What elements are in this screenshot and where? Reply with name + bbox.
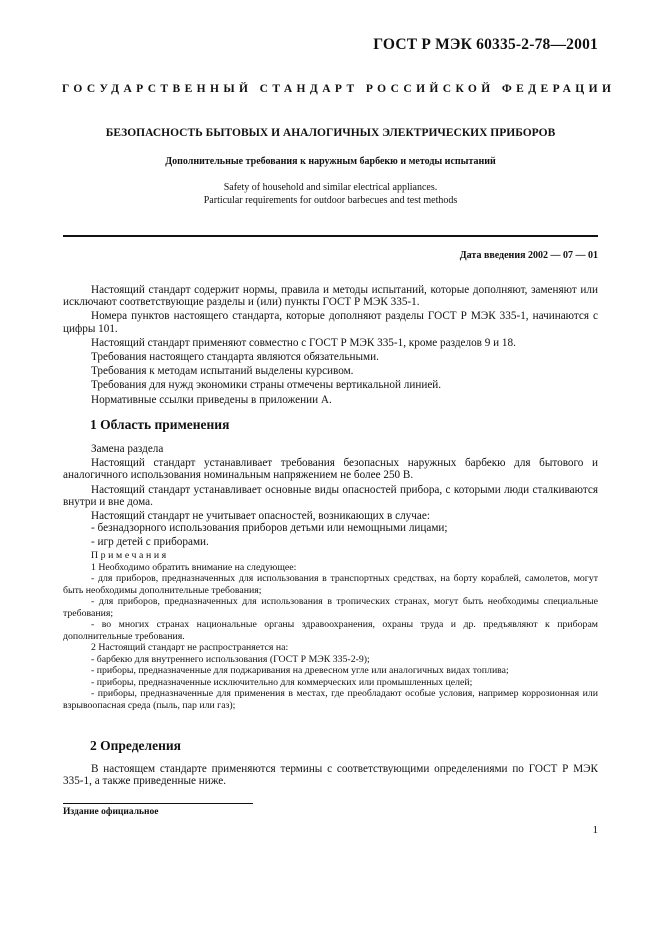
section-1-body (63, 443, 598, 549)
header-rule (63, 235, 598, 237)
note-item: - для приборов, предназначенных для использования в транспортных средствах, на борту кораблей, самолетов, могут быть необходимы дополнительные требования; (63, 573, 598, 596)
note-item: 1 Необходимо обратить внимание на следующее: (91, 561, 297, 573)
edition-label: Издание официальное (63, 807, 159, 817)
section-2-heading: 2 Определения (90, 738, 181, 753)
note-item: 2 Настоящий стандарт не распространяется на: (91, 642, 289, 653)
note-item: - барбекю для внутреннего использования (ГОСТ Р МЭК 335-2-9); (91, 653, 370, 665)
intro-paragraph: Требования настоящего стандарта являются обязательными. (91, 351, 379, 364)
section-paragraph: Настоящий стандарт не учитывает опасностей, возникающих в случае: (91, 510, 430, 523)
issuer-line: ГОСУДАРСТВЕННЫЙ СТАНДАРТ РОССИЙСКОЙ ФЕДЕРАЦИИ (62, 83, 616, 95)
intro-paragraph: Требования для нужд экономики страны отмечены вертикальной линией. (91, 379, 442, 392)
english-title (62, 181, 599, 207)
note-item: - приборы, предназначенные для применения в местах, где преобладают особые условия, например коррозионная или взрывоопасная среда (пыль, пар или газ); (63, 688, 598, 711)
document-subtitle: Дополнительные требования к наружным барбекю и методы испытаний (165, 156, 496, 167)
document-title: БЕЗОПАСНОСТЬ БЫТОВЫХ И АНАЛОГИЧНЫХ ЭЛЕКТРИЧЕСКИХ ПРИБОРОВ (105, 127, 556, 139)
intro-block (63, 284, 598, 406)
intro-paragraph: Нормативные ссылки приведены в приложении А. (91, 393, 332, 406)
note-item: - приборы, предназначенные для поджаривания на древесном угле или аналогичных видах топлива; (91, 665, 509, 676)
notes-block (63, 550, 598, 711)
notes-heading: Примечания (91, 550, 169, 561)
intro-paragraph: Настоящий стандарт содержит нормы, правила и методы испытаний, которые дополняют, заменяют или исключают соответствующие разделы и (или) пункты ГОСТ Р МЭК 335-1. (63, 284, 598, 309)
intro-paragraph: Требования к методам испытаний выделены курсивом. (91, 365, 354, 378)
note-item: - приборы, предназначенные исключительно для коммерческих или промышленных целей; (91, 676, 473, 688)
footer-rule (63, 803, 253, 804)
list-item: - безнадзорного использования приборов детьми или немощными лицами; (91, 522, 448, 535)
section-paragraph: Настоящий стандарт устанавливает основные виды опасностей прибора, с которыми люди сталкиваются внутри и вне дома. (63, 483, 598, 508)
intro-paragraph: Настоящий стандарт применяют совместно с ГОСТ Р МЭК 335-1, кроме разделов 9 и 18. (91, 336, 516, 349)
standard-code: ГОСТ Р МЭК 60335-2-78—2001 (373, 36, 598, 53)
section-paragraph: В настоящем стандарте применяются термины с соответствующими определениями по ГОСТ Р МЭК 335-1, а также приведенные ниже. (63, 763, 598, 788)
page-number: 1 (592, 824, 598, 836)
effective-date: Дата введения 2002 — 07 — 01 (459, 250, 598, 261)
intro-paragraph: Номера пунктов настоящего стандарта, которые дополняют разделы ГОСТ Р МЭК 335-1, начинаются с цифры 101. (63, 310, 598, 335)
note-item: - для приборов, предназначенных для использования в тропических странах, могут быть необходимы специальные требования; (63, 596, 598, 619)
section-2-body (63, 763, 598, 787)
section-1-heading: 1 Область применения (90, 417, 230, 432)
english-title-line-2: Particular requirements for outdoor barbecues and test methods (203, 195, 458, 206)
section-paragraph: Замена раздела (91, 443, 164, 455)
list-item: - игр детей с приборами. (91, 536, 209, 549)
english-title-line-1: Safety of household and similar electrical appliances. (223, 182, 438, 193)
note-item: - во многих странах национальные органы здравоохранения, охраны труда и др. предъявляют к приборам дополнительные требования. (63, 619, 598, 642)
section-paragraph: Настоящий стандарт устанавливает требования безопасных наружных барбекю для бытового и аналогичного использования номинальным напряжением не более 250 В. (63, 457, 598, 482)
